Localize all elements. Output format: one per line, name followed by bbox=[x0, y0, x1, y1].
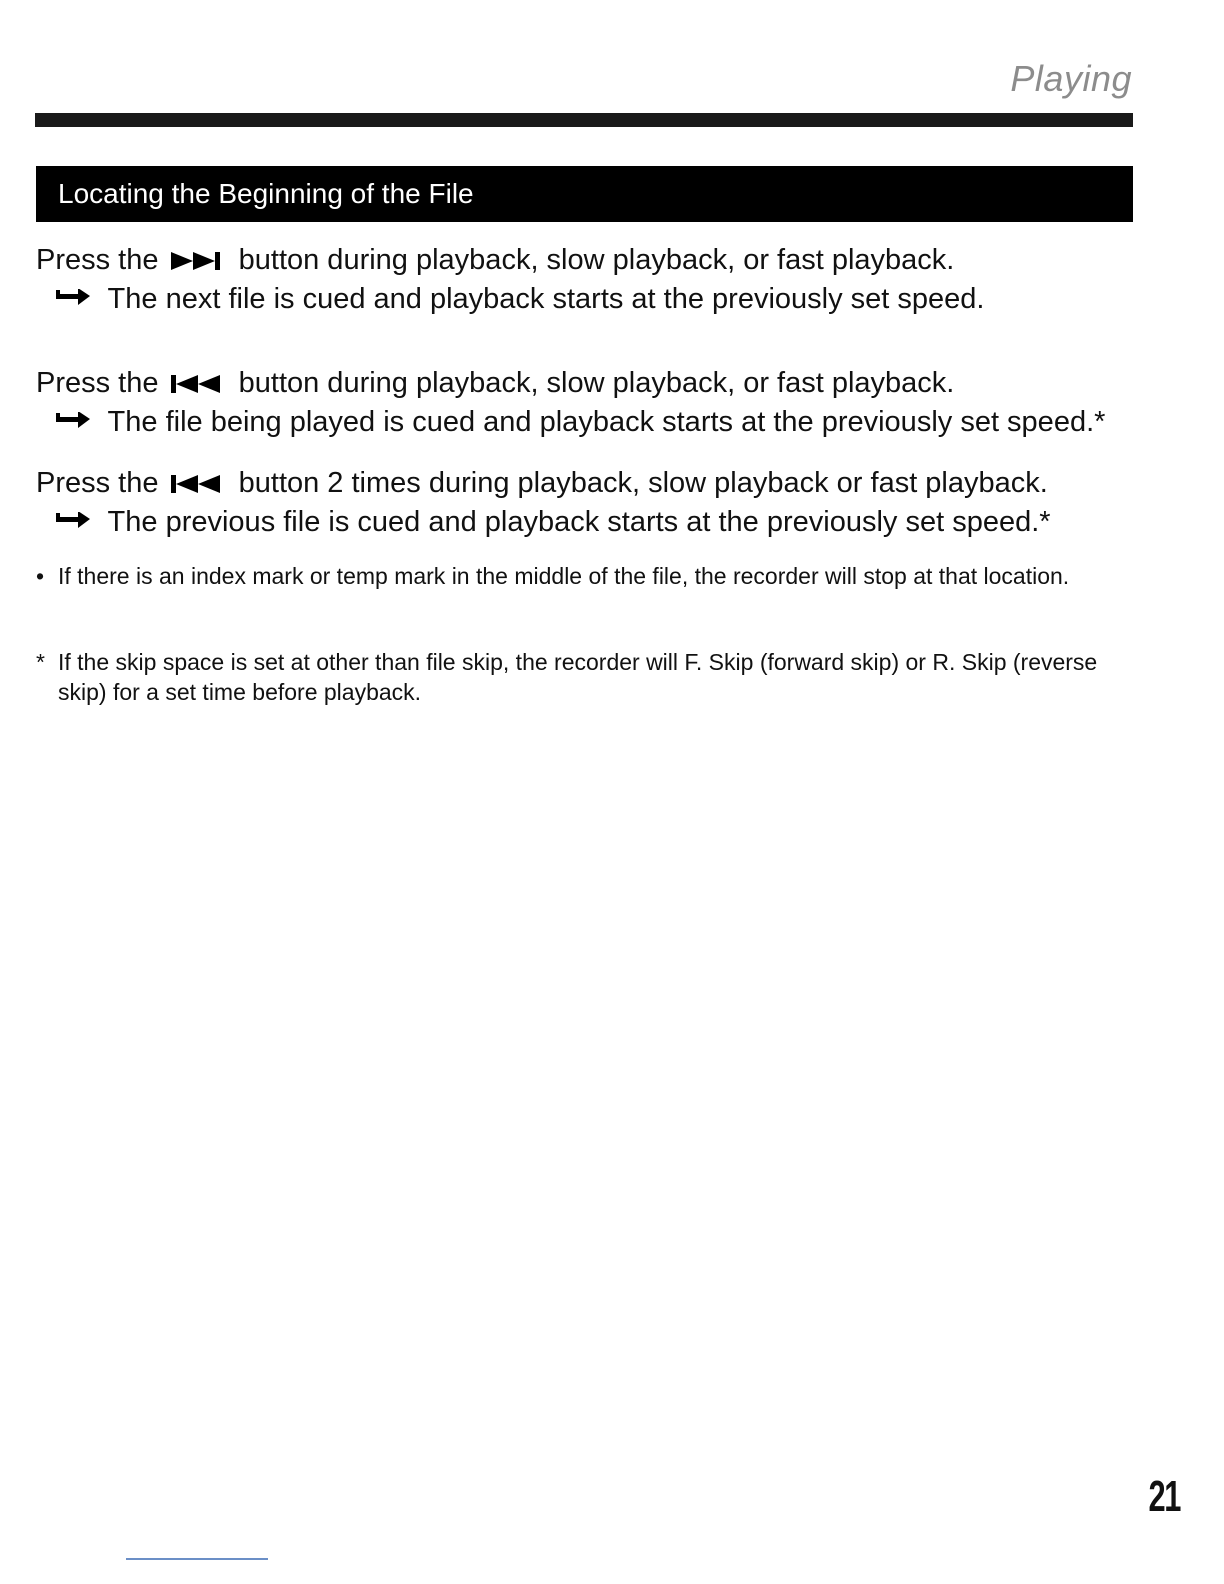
skip-back-icon bbox=[169, 468, 227, 504]
instruction-text: button 2 times during playback, slow playback or fast playback. bbox=[238, 467, 1048, 499]
page-number: 21 bbox=[1148, 1472, 1180, 1521]
asterisk-mark: * bbox=[36, 649, 45, 675]
instruction-text: button during playback, slow playback, or fast playback. bbox=[238, 244, 955, 276]
result-text: The previous file is cued and playback starts at the previously set speed.* bbox=[107, 506, 1051, 538]
footer-line bbox=[126, 1558, 268, 1560]
result-arrow-icon bbox=[54, 280, 92, 316]
instruction-step-3 bbox=[36, 465, 1048, 504]
result-arrow-icon bbox=[54, 503, 92, 539]
note-skip-space bbox=[36, 647, 1136, 707]
instruction-step-2 bbox=[36, 365, 954, 404]
header-rule bbox=[35, 113, 1133, 127]
press-label: Press the bbox=[36, 367, 159, 399]
result-arrow-icon bbox=[54, 403, 92, 439]
note-index-mark bbox=[36, 561, 1136, 591]
press-label: Press the bbox=[36, 467, 159, 499]
result-step-1 bbox=[54, 280, 984, 317]
instruction-text: button during playback, slow playback, or fast playback. bbox=[238, 367, 955, 399]
result-step-3 bbox=[54, 503, 1051, 540]
skip-back-icon bbox=[169, 368, 227, 404]
result-text: The next file is cued and playback starts at the previously set speed. bbox=[107, 283, 985, 315]
note-text: If there is an index mark or temp mark in the middle of the file, the recorder will stop at that location. bbox=[58, 563, 1070, 589]
result-step-2 bbox=[54, 403, 1105, 440]
press-label: Press the bbox=[36, 244, 159, 276]
skip-forward-icon bbox=[169, 245, 227, 281]
section-title: Locating the Beginning of the File bbox=[36, 166, 1133, 222]
note-text: If the skip space is set at other than file skip, the recorder will F. Skip (forward skip) or R. Skip (reverse skip) for a set time before playback. bbox=[58, 649, 1098, 705]
bullet-mark: • bbox=[36, 563, 45, 589]
result-text: The file being played is cued and playback starts at the previously set speed.* bbox=[107, 406, 1106, 438]
section-label: Playing bbox=[1010, 58, 1132, 99]
instruction-step-1 bbox=[36, 242, 954, 281]
